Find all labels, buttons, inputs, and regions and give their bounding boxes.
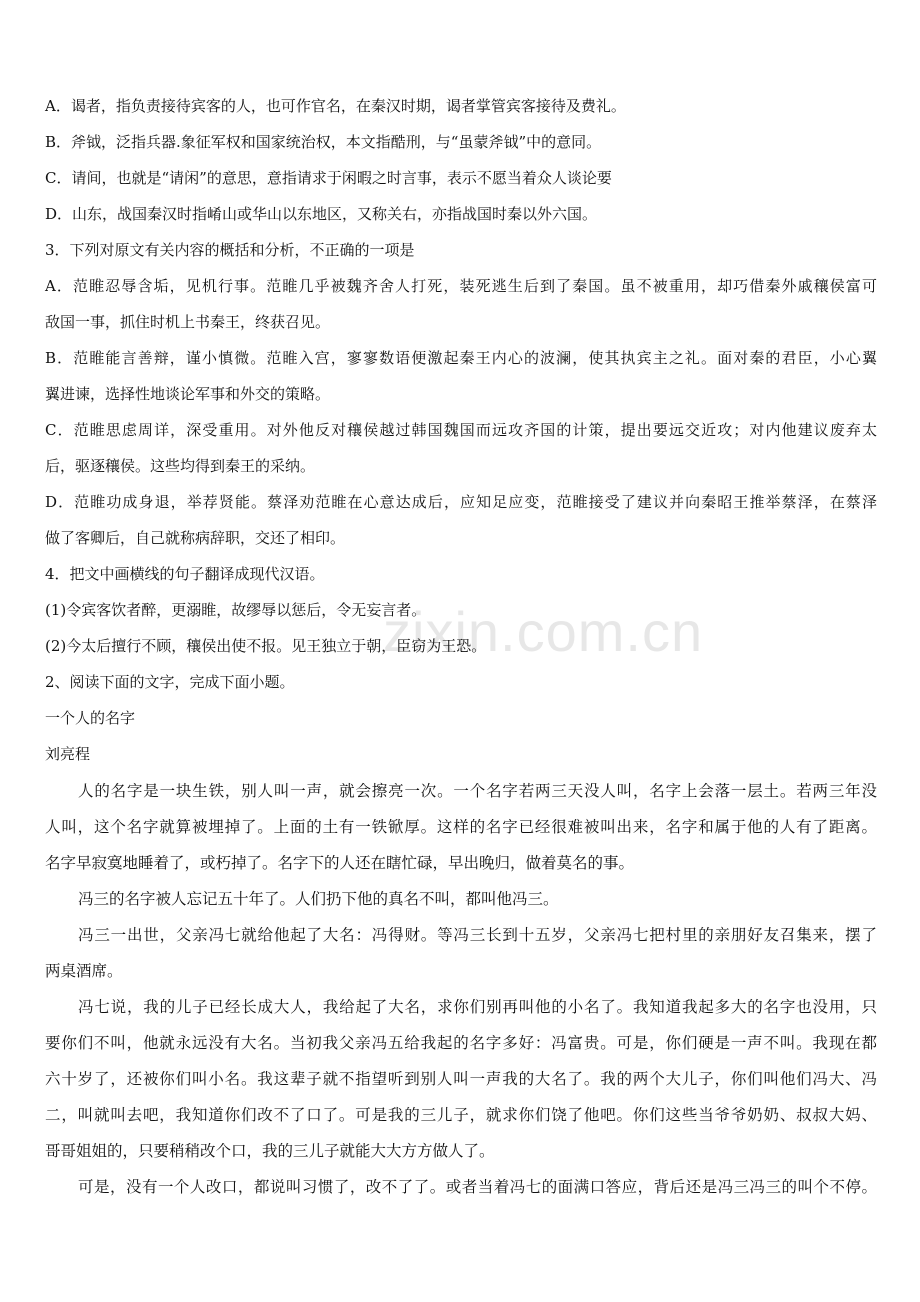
story-line: 冯三的名字被人忘记五十年了。人们扔下他的真名不叫，都叫他冯三。 <box>78 890 559 908</box>
q3-option-c-line-1: C．范睢思虑周详，深受重用。对外他反对穰侯越过韩国魏国而远攻齐国的计策，提出要远交近攻；对内他建议废弃太 <box>45 421 877 439</box>
question-4-line: 4．把文中画横线的句子翻译成现代汉语。 <box>45 565 325 583</box>
q3-option-b-line-1: B．范睢能言善辩，谨小慎微。范睢入宫，寥寥数语便激起秦王内心的波澜，使其执宾主之礼。面对秦的君臣，小心翼 <box>45 349 877 367</box>
story-line: 人的名字是一块生铁，别人叫一声，就会擦亮一次。一个名字若两三天没人叫，名字上会落一层土。若两三年没 <box>78 782 877 800</box>
section-2-instruction: 2、阅读下面的文字，完成下面小题。 <box>45 673 295 691</box>
option-a-line: A．谒者，指负责接待宾客的人，也可作官名，在秦汉时期，谒者掌管宾客接待及费礼。 <box>45 97 626 115</box>
q3-option-a-line-2: 敌国一事，抓住时机上书秦王，终获召见。 <box>45 313 331 331</box>
story-line: 人叫，这个名字就算被埋掉了。上面的土有一铁锨厚。这样的名字已经很难被叫出来，名字和属于他的人有了距离。 <box>45 818 877 836</box>
q4-sentence-2: (2)今太后擅行不顾，穰侯出使不报。见王独立于朝，臣窃为王恐。 <box>45 637 487 655</box>
watermark: zixin.com.cn <box>383 600 704 663</box>
question-3-line: 3．下列对原文有关内容的概括和分析，不正确的一项是 <box>45 241 415 259</box>
q3-option-b-line-2: 翼进谏，选择性地谈论军事和外交的策略。 <box>45 385 331 403</box>
article-title: 一个人的名字 <box>45 709 136 727</box>
q3-option-c-line-2: 后，驱逐穰侯。这些均得到秦王的采纳。 <box>45 457 316 475</box>
story-line: 可是，没有一个人改口，都说叫习惯了，改不了了。或者当着冯七的面满口答应，背后还是冯三冯三的叫个不停。 <box>78 1178 877 1196</box>
story-line: 六十岁了，还被你们叫小名。我这辈子就不指望听到别人叫一声我的大名了。我的两个大儿子，你们叫他们冯大、冯 <box>45 1070 877 1088</box>
q3-option-d-line-1: D．范睢功成身退，举荐贤能。蔡泽劝范睢在心意达成后，应知足应变，范睢接受了建议并向秦昭王推举蔡泽，在蔡泽 <box>45 493 877 511</box>
q4-sentence-1: (1)令宾客饮者醉，更溺睢，故缪辱以惩后，令无妄言者。 <box>45 601 427 619</box>
article-author: 刘亮程 <box>45 745 91 763</box>
q3-option-a-line-1: A．范睢忍辱含垢，见机行事。范睢几乎被魏齐舍人打死，装死逃生后到了秦国。虽不被重用，却巧借秦外戚穰侯富可 <box>45 277 877 295</box>
option-d-line: D．山东，战国秦汉时指崤山或华山以东地区，又称关右，亦指战国时秦以外六国。 <box>45 205 598 223</box>
story-line: 两桌酒席。 <box>45 962 123 980</box>
option-c-line: C．请间，也就是“请闲”的意思，意指请求于闲暇之时言事，表示不愿当着众人谈论要 <box>45 169 612 187</box>
story-line: 要你们不叫，他就永远没有大名。当初我父亲冯五给我起的名字多好：冯富贵。可是，你们硬是一声不叫。我现在都 <box>45 1034 877 1052</box>
story-line: 冯三一出世，父亲冯七就给他起了大名：冯得财。等冯三长到十五岁，父亲冯七把村里的亲朋好友召集来，摆了 <box>78 926 877 944</box>
option-b-line: B．斧钺，泛指兵器.象征军权和国家统治权，本文指酷刑，与“虽蒙斧钺”中的意同。 <box>45 133 602 151</box>
story-line: 名字早寂寞地睡着了，或朽掉了。名字下的人还在瞎忙碌，早出晚归，做着莫名的事。 <box>45 854 635 872</box>
story-line: 冯七说，我的儿子已经长成大人，我给起了大名，求你们别再叫他的小名了。我知道我起多大的名字也没用，只 <box>78 998 877 1016</box>
story-line: 哥哥姐姐的，只要稍稍改个口，我的三儿子就能大大方方做人了。 <box>45 1142 495 1160</box>
story-line: 二，叫就叫去吧，我知道你们改不了口了。可是我的三儿子，就求你们饶了他吧。你们这些当爷爷奶奶、叔叔大妈、 <box>45 1106 877 1124</box>
q3-option-d-line-2: 做了客卿后，自己就称病辞职，交还了相印。 <box>45 529 346 547</box>
